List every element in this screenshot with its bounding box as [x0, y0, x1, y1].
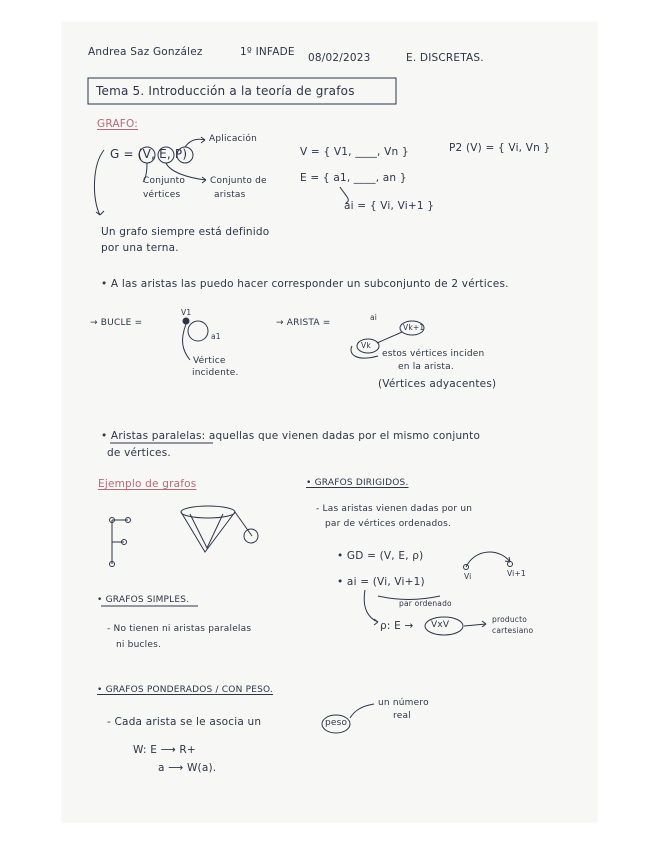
simples-text-2: ni bucles. [116, 640, 162, 650]
w-def-1: W: E ⟶ R+ [133, 744, 196, 756]
rho-map: ρ: E → [380, 620, 414, 632]
ponderados-heading: • GRAFOS PONDERADOS / CON PESO. [97, 685, 273, 695]
bucle-note-2: incidente. [192, 368, 239, 378]
par-ordenado: par ordenado [399, 599, 452, 608]
grafo-note-1: Un grafo siempre está definido [101, 226, 270, 238]
dir-vi1: Vi+1 [507, 569, 526, 578]
paralelas-line-2: de vértices. [107, 447, 171, 459]
grafo-bracket [94, 150, 104, 215]
student-name: Andrea Saz González [88, 46, 203, 58]
dirigidos-heading: • GRAFOS DIRIGIDOS. [306, 478, 409, 488]
gd-def: • GD = (V, E, ρ) [337, 550, 424, 562]
bucle-a1: a1 [211, 332, 221, 341]
paralelas-line-1: • Aristas paralelas: aquellas que vienen dadas por el mismo conjunto [101, 430, 481, 442]
arista-vk: Vk [361, 341, 371, 350]
arrow-incidente [183, 324, 190, 360]
arista-ai: ai [370, 313, 378, 322]
conjunto-vertices-2: vértices [143, 190, 181, 200]
grafo-heading: GRAFO: [97, 118, 139, 130]
dir-vi: Vi [464, 572, 472, 581]
producto-2: cartesiano [492, 626, 534, 635]
numero-1: un número [378, 698, 429, 708]
grafo-definition: G = (V, E, P) [110, 147, 188, 161]
bucle-vertex [183, 318, 189, 324]
date-label: 08/02/2023 [308, 52, 371, 64]
ai-def: • ai = (Vi, Vi+1) [337, 576, 425, 588]
ponderados-text: - Cada arista se le asocia un [107, 716, 262, 728]
arista-label: → ARISTA = [276, 318, 331, 328]
grade-label: 1º INFADE [240, 46, 295, 58]
grafo-note-2: por una terna. [101, 242, 179, 254]
arista-note-2: en la arista. [398, 362, 454, 372]
a-def: ai = { Vi, Vi+1 } [344, 200, 435, 212]
conjunto-aristas-2: aristas [214, 190, 246, 200]
arista-note-3: (Vértices adyacentes) [378, 378, 497, 390]
vxv-label: VxV [431, 620, 450, 630]
bucle-note-1: Vértice [193, 356, 226, 366]
bucle-v1: V1 [181, 308, 192, 317]
simples-heading: • GRAFOS SIMPLES. [97, 595, 190, 605]
simples-text-1: - No tienen ni aristas paralelas [107, 624, 252, 634]
bucle-loop [188, 321, 208, 341]
p2-set: P2 (V) = { Vi, Vn } [449, 142, 551, 154]
v-set: V = { V1, ____, Vn } [300, 146, 409, 158]
subconjunto-bullet: • A las aristas las puedo hacer corresponder un subconjunto de 2 vértices. [101, 278, 509, 290]
conjunto-vertices-1: Conjunto [143, 176, 186, 186]
producto-1: producto [492, 615, 528, 624]
bucle-label: → BUCLE = [90, 318, 143, 328]
e-set: E = { a1, ____, an } [300, 172, 407, 184]
ejemplo-heading: Ejemplo de grafos [98, 478, 197, 490]
aplicacion-label: Aplicación [209, 134, 257, 144]
dirigidos-text-2: par de vértices ordenados. [325, 519, 452, 529]
arista-note-1: estos vértices inciden [382, 349, 485, 359]
w-def-2: a ⟶ W(a). [158, 762, 217, 774]
peso-label: peso [325, 718, 348, 728]
arista-vk1: Vk+1 [403, 323, 425, 332]
numero-2: real [393, 711, 411, 721]
dirigidos-text-1: - Las aristas vienen dadas por un [316, 504, 473, 514]
conjunto-aristas-1: Conjunto de [210, 176, 267, 186]
subject-label: E. DISCRETAS. [406, 52, 484, 64]
topic-title: Tema 5. Introducción a la teoría de grafos [96, 84, 355, 98]
arrow-aplicacion [185, 139, 205, 147]
